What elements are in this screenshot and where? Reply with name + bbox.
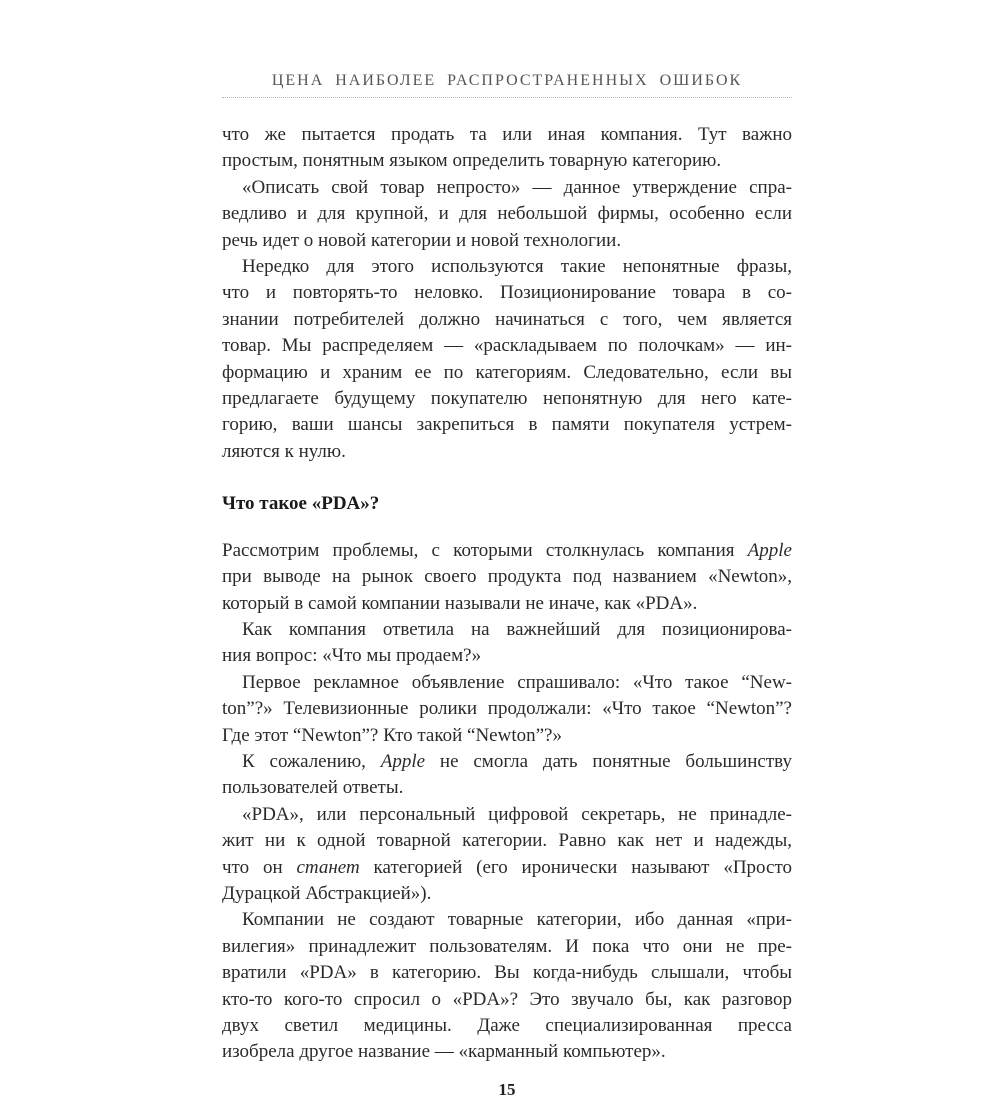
text-line [222, 855, 792, 881]
paragraph [222, 907, 792, 1065]
text-line: Где этот “Newton”? Кто такой “Newton”?» [222, 724, 562, 746]
paragraph [222, 254, 792, 465]
page-number: 15 [498, 1080, 516, 1099]
text-line: «Описать свой товар непросто» — данное утверждение спра- [242, 176, 792, 198]
text-line: товар. Мы распределяем — «раскладываем по полочкам» — ин- [222, 335, 792, 357]
running-head: ЦЕНА НАИБОЛЕЕ РАСПРОСТРАНЕННЫХ ОШИБОК [271, 72, 743, 89]
text-line: Дурацкой Абстракцией»). [222, 882, 432, 904]
text-line: что же пытается продать та или иная компания. Тут важно [222, 124, 792, 145]
text-line: ton”?» Телевизионные ролики продолжали: «Что такое “Newton”? [222, 698, 792, 720]
emphasis: станет [296, 856, 360, 878]
text-line: вилегия» принадлежит пользователям. И пока что они не пре- [222, 935, 792, 957]
paragraph [222, 617, 792, 670]
text-line: формацию и храним ее по категориям. Следовательно, если вы [222, 361, 792, 383]
paragraph [222, 802, 792, 908]
text-line: пользователей ответы. [222, 777, 404, 799]
text-line: простым, понятным языком определить товарную категорию. [222, 150, 722, 172]
text-line: ляются к нулю. [222, 440, 346, 462]
paragraph [222, 538, 792, 617]
text-line: что и повторять-то неловко. Позиционирование товара в со- [222, 282, 792, 304]
text-line: Компании не создают товарные категории, ибо данная «при- [242, 909, 792, 931]
brand-apple: Apple [380, 750, 426, 772]
text-line: предлагаете будущему покупателю непонятную для него кате- [222, 388, 792, 410]
text-line: который в самой компании называли не иначе, как «PDA». [222, 592, 698, 614]
text-line: жит ни к одной товарной категории. Равно как нет и надежды, [222, 830, 792, 852]
text-line: знании потребителей должно начинаться с того, чем является [222, 308, 792, 330]
text-run: К сожалению, [242, 750, 381, 772]
text-run: что он [222, 856, 297, 878]
text-run: категорией (его иронически называют «Просто [359, 856, 792, 878]
paragraph [222, 175, 792, 254]
text-run: Рассмотрим проблемы, с которыми столкнулась компания [222, 539, 748, 561]
text-line: вратили «PDA» в категорию. Вы когда-нибудь слышали, чтобы [222, 962, 792, 984]
brand-apple: Apple [747, 539, 792, 561]
book-page [222, 0, 792, 1099]
text-line: ведливо и для крупной, и для небольшой фирмы, особенно если [222, 203, 792, 225]
text-line: ния вопрос: «Что мы продаем?» [222, 645, 482, 667]
section-title: Что такое «PDA»? [222, 493, 380, 515]
text-line [222, 749, 792, 775]
body-text [222, 122, 792, 1066]
text-line: кто-то кого-то спросил о «PDA»? Это звучало бы, как разговор [222, 988, 792, 1010]
text-line: изобрела другое название — «карманный компьютер». [222, 1041, 666, 1063]
paragraph [222, 670, 792, 749]
text-line: горию, ваши шансы закрепиться в памяти покупателя устрем- [222, 414, 792, 436]
text-line: двух светил медицины. Даже специализированная пресса [222, 1015, 792, 1036]
text-line: Нередко для этого используются такие непонятные фразы, [242, 256, 792, 278]
text-line [222, 538, 792, 564]
header-dotted-rule [222, 97, 792, 98]
text-line: «PDA», или персональный цифровой секретарь, не принадле- [242, 803, 792, 825]
text-line: Как компания ответила на важнейший для позиционирова- [242, 618, 792, 640]
text-line: Первое рекламное объявление спрашивало: «Что такое “New- [242, 671, 792, 693]
text-run: не смогла дать понятные большинству [425, 750, 792, 772]
paragraph [222, 122, 792, 175]
text-line: при выводе на рынок своего продукта под названием «Newton», [222, 566, 792, 588]
paragraph [222, 749, 792, 802]
section-intro [222, 122, 792, 465]
text-line: речь идет о новой категории и новой технологии. [222, 229, 622, 251]
